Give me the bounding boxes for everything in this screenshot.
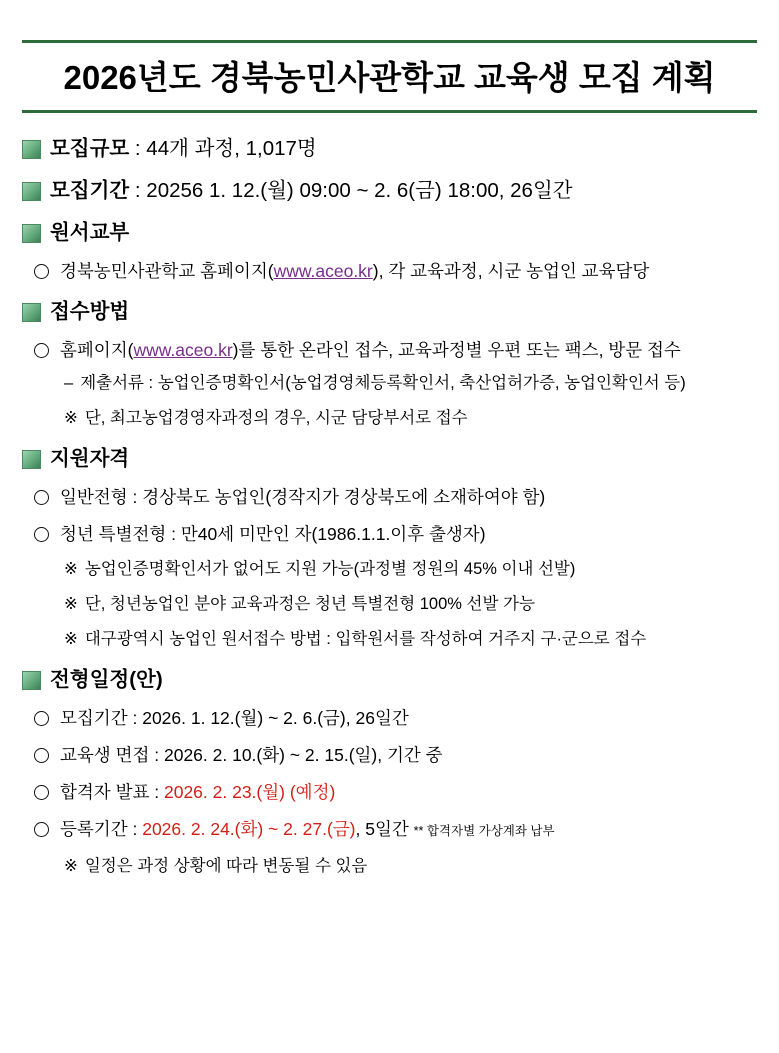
note-text: 일정은 과정 상황에 따라 변동될 수 있음 xyxy=(84,857,368,875)
list-item xyxy=(22,742,757,768)
page-title: 2026년도 경북농민사관학교 교육생 모집 계획 xyxy=(63,59,716,96)
section-application-distribution xyxy=(22,219,757,247)
item-text: 청년 특별전형 : 만40세 미만인 자(1986.1.1.이후 출생자) xyxy=(60,524,486,544)
asterisk-marker: ※ xyxy=(64,409,78,427)
square-bullet-icon xyxy=(22,450,41,469)
circle-bullet-icon xyxy=(34,343,49,358)
item-text: 모집기간 : 2026. 1. 12.(월) ~ 2. 6.(금), 26일간 xyxy=(60,708,409,728)
item-label: 등록기간 : xyxy=(60,819,143,839)
square-bullet-icon xyxy=(22,182,41,201)
asterisk-marker: ※ xyxy=(64,595,78,613)
circle-bullet-icon xyxy=(34,822,49,837)
item-text-post: ), 각 교육과정, 시군 농업인 교육담당 xyxy=(372,261,650,281)
note-text: 대구광역시 농업인 원서접수 방법 : 입학원서를 작성하여 거주지 구·군으로 접수 xyxy=(84,630,647,648)
note-item xyxy=(22,592,757,617)
item-tail-note: ** 합격자별 가상계좌 납부 xyxy=(413,824,555,838)
section-recruit-scale xyxy=(22,135,757,163)
circle-bullet-icon xyxy=(34,785,49,800)
circle-bullet-icon xyxy=(34,490,49,505)
note-item xyxy=(22,406,757,431)
homepage-link[interactable]: www.aceo.kr xyxy=(273,261,373,281)
circle-bullet-icon xyxy=(34,748,49,763)
list-item xyxy=(22,337,757,363)
item-tail: , 5일간 xyxy=(355,819,414,839)
item-highlight: 2026. 2. 23.(월) (예정) xyxy=(163,782,336,802)
section-heading: 모집규모 xyxy=(50,137,130,160)
note-text: 단, 청년농업인 분야 교육과정은 청년 특별전형 100% 선발 가능 xyxy=(84,595,535,613)
item-highlight: 2026. 2. 24.(화) ~ 2. 27.(금) xyxy=(142,819,356,839)
title-block xyxy=(22,40,757,113)
square-bullet-icon xyxy=(22,671,41,690)
asterisk-marker: ※ xyxy=(64,857,78,875)
circle-bullet-icon xyxy=(34,711,49,726)
section-heading: 원서교부 xyxy=(50,221,130,244)
item-text-post: )를 통한 온라인 접수, 교육과정별 우편 또는 팩스, 방문 접수 xyxy=(232,340,681,360)
list-item xyxy=(22,258,757,284)
section-eligibility xyxy=(22,445,757,473)
sub-item xyxy=(22,371,757,396)
note-text: 단, 최고농업경영자과정의 경우, 시군 담당부서로 접수 xyxy=(84,409,468,427)
list-item xyxy=(22,521,757,547)
note-item xyxy=(22,627,757,652)
item-text-pre: 홈페이지( xyxy=(60,340,134,360)
square-bullet-icon xyxy=(22,303,41,322)
section-heading: 모집기간 xyxy=(50,179,130,202)
note-text: 농업인증명확인서가 없어도 지원 가능(과정별 정원의 45% 이내 선발) xyxy=(84,560,576,578)
section-recruit-period xyxy=(22,177,757,205)
square-bullet-icon xyxy=(22,140,41,159)
asterisk-marker: ※ xyxy=(64,630,78,648)
square-bullet-icon xyxy=(22,224,41,243)
section-inline-value: : 44개 과정, 1,017명 xyxy=(129,137,317,160)
list-item xyxy=(22,816,757,844)
section-heading: 전형일정(안) xyxy=(50,668,163,691)
section-heading: 접수방법 xyxy=(50,300,130,323)
list-item xyxy=(22,705,757,731)
dash-marker: – xyxy=(64,374,74,392)
section-schedule xyxy=(22,666,757,694)
item-text: 교육생 면접 : 2026. 2. 10.(화) ~ 2. 15.(일), 기간 중 xyxy=(60,745,443,765)
note-item xyxy=(22,854,757,879)
circle-bullet-icon xyxy=(34,527,49,542)
section-inline-value: : 20256 1. 12.(월) 09:00 ~ 2. 6(금) 18:00, 26일간 xyxy=(129,179,573,202)
list-item xyxy=(22,779,757,805)
section-heading: 지원자격 xyxy=(50,447,130,470)
list-item xyxy=(22,484,757,510)
item-label: 합격자 발표 : xyxy=(60,782,164,802)
sub-item-text: 제출서류 : 농업인증명확인서(농업경영체등록확인서, 축산업허가증, 농업인확인서 등) xyxy=(80,374,686,392)
circle-bullet-icon xyxy=(34,264,49,279)
note-item xyxy=(22,557,757,582)
item-text-pre: 경북농민사관학교 홈페이지( xyxy=(60,261,274,281)
document-body xyxy=(22,135,757,879)
homepage-link[interactable]: www.aceo.kr xyxy=(133,340,233,360)
section-application-method xyxy=(22,298,757,326)
asterisk-marker: ※ xyxy=(64,560,78,578)
item-text: 일반전형 : 경상북도 농업인(경작지가 경상북도에 소재하여야 함) xyxy=(60,487,546,507)
